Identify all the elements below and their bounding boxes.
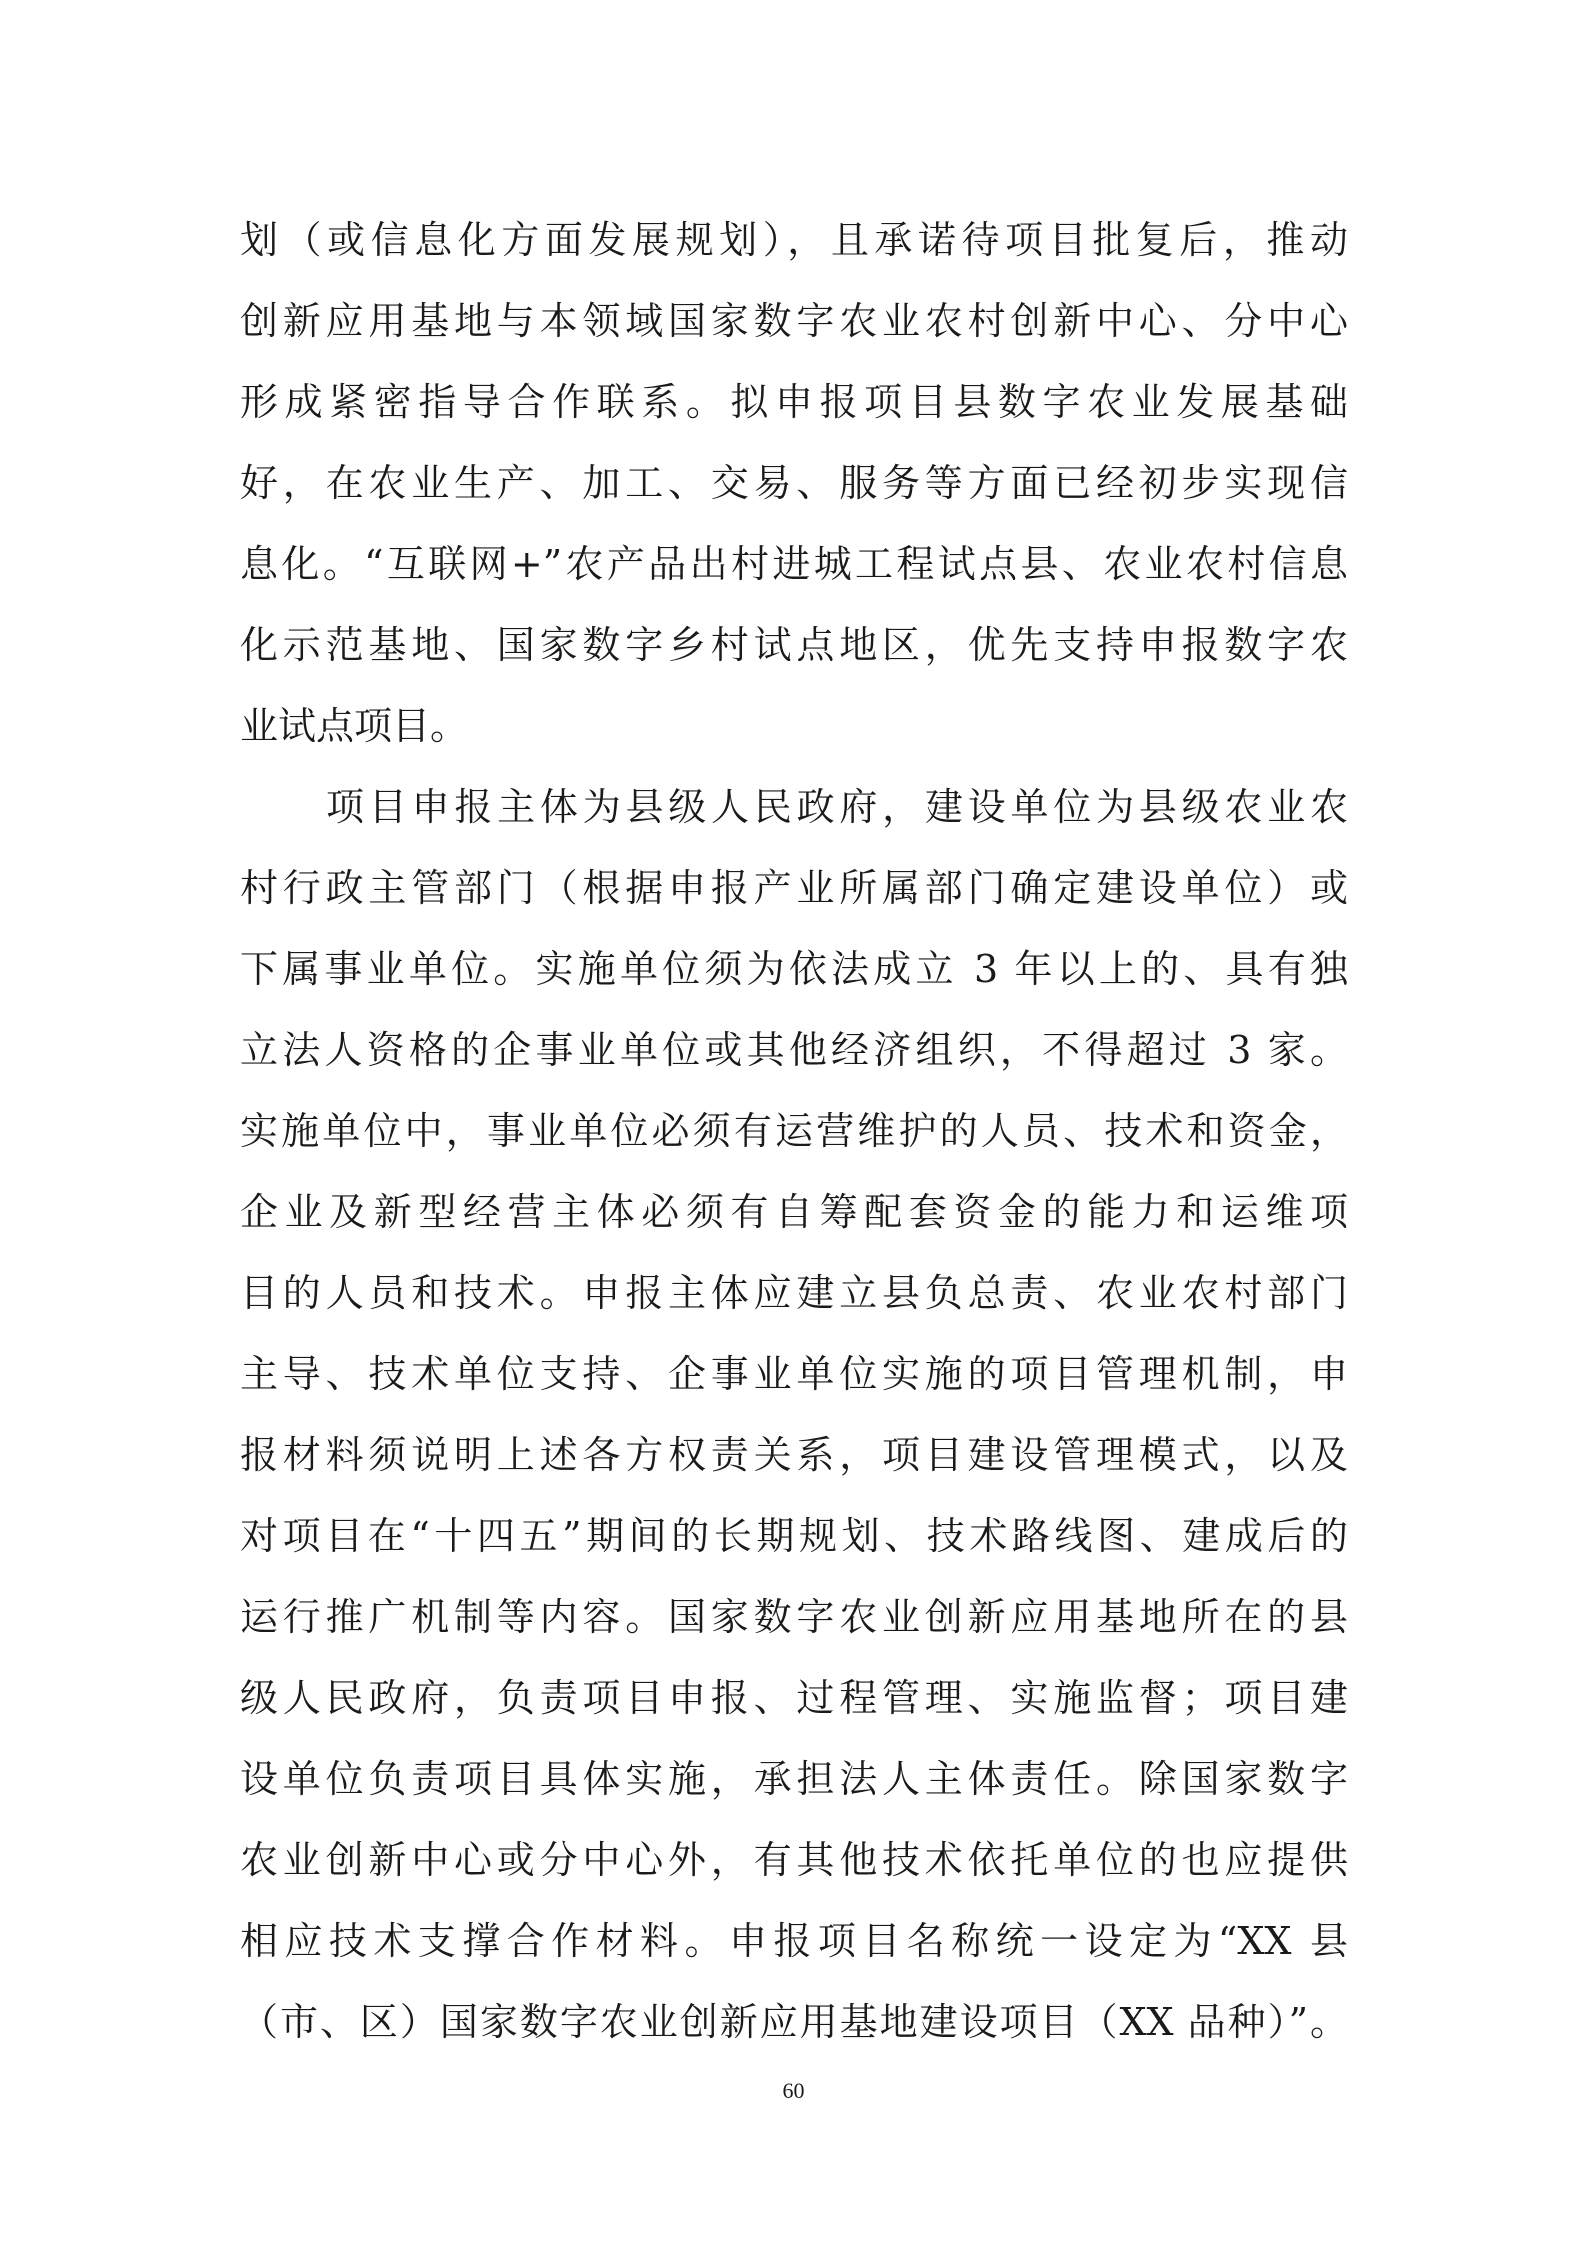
paragraph-first-line: 项目申报主体为县级人民政府，建设单位为县级农业农 <box>326 785 1348 829</box>
text-line: 息化。“互联网+”农产品出村进城工程试点县、农业农村信息 <box>240 542 1348 586</box>
text-line: 好，在农业生产、加工、交易、服务等方面已经初步实现信 <box>240 461 1348 505</box>
text-line: 化示范基地、国家数字乡村试点地区，优先支持申报数字农 <box>240 623 1348 667</box>
body-text <box>240 200 1348 2063</box>
text-line: 报材料须说明上述各方权责关系，项目建设管理模式，以及 <box>240 1433 1348 1477</box>
text-line: 下属事业单位。实施单位须为依法成立 3 年以上的、具有独 <box>240 947 1348 991</box>
text-line: 创新应用基地与本领域国家数字农业农村创新中心、分中心 <box>240 299 1348 343</box>
text-line: 实施单位中，事业单位必须有运营维护的人员、技术和资金， <box>240 1109 1348 1153</box>
text-line: 农业创新中心或分中心外，有其他技术依托单位的也应提供 <box>240 1838 1348 1882</box>
text-line: 主导、技术单位支持、企事业单位实施的项目管理机制，申 <box>240 1352 1348 1396</box>
text-line: 划（或信息化方面发展规划），且承诺待项目批复后，推动 <box>240 218 1348 262</box>
text-line: 形成紧密指导合作联系。拟申报项目县数字农业发展基础 <box>240 380 1348 424</box>
text-line: 立法人资格的企事业单位或其他经济组织，不得超过 3 家。 <box>240 1028 1348 1072</box>
text-line: 目的人员和技术。申报主体应建立县负总责、农业农村部门 <box>240 1271 1348 1315</box>
text-line: 设单位负责项目具体实施，承担法人主体责任。除国家数字 <box>240 1757 1348 1801</box>
text-line: 村行政主管部门（根据申报产业所属部门确定建设单位）或 <box>240 866 1348 910</box>
text-line: 企业及新型经营主体必须有自筹配套资金的能力和运维项 <box>240 1190 1348 1234</box>
page-number: 60 <box>782 2078 805 2103</box>
text-line: 运行推广机制等内容。国家数字农业创新应用基地所在的县 <box>240 1595 1348 1639</box>
text-line: （市、区）国家数字农业创新应用基地建设项目（XX 品种）”。 <box>240 2000 1348 2044</box>
text-line: 级人民政府，负责项目申报、过程管理、实施监督；项目建 <box>240 1676 1348 1720</box>
text-line: 对项目在“十四五”期间的长期规划、技术路线图、建成后的 <box>240 1514 1348 1558</box>
text-line: 业试点项目。 <box>240 704 469 748</box>
text-line: 相应技术支撑合作材料。申报项目名称统一设定为“XX 县 <box>240 1919 1348 1963</box>
